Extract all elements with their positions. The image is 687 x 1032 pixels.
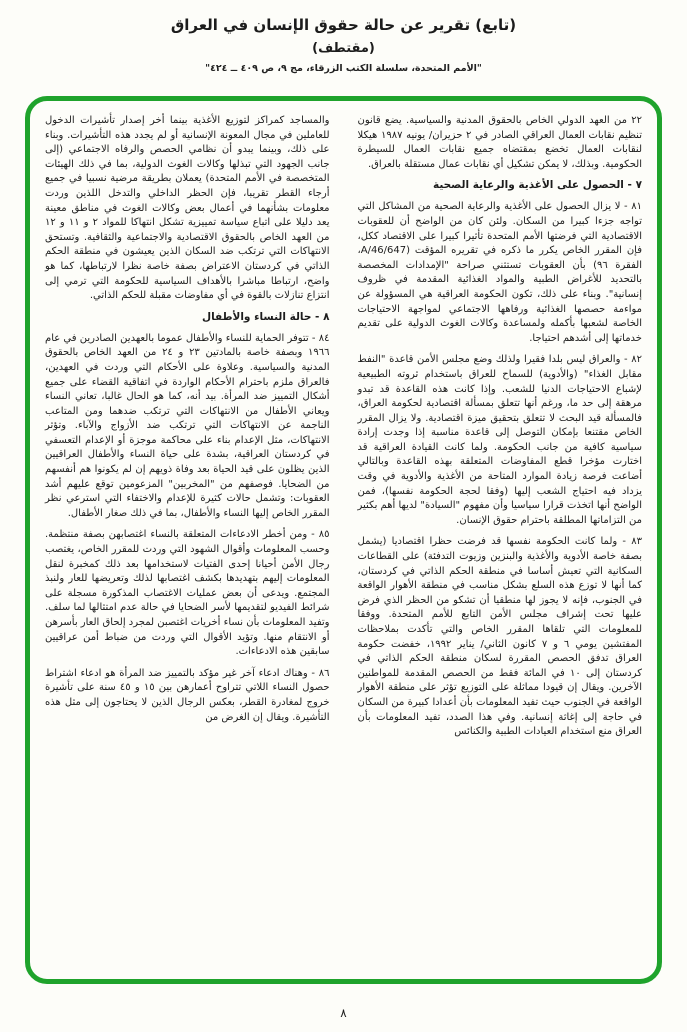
source-citation: "الأمم المتحدة، سلسلة الكتب الزرقاء، مج ٩، ص ٤٠٩ ــ ٤٢٤" <box>205 63 482 74</box>
paragraph-82: ٨٢ - والعراق ليس بلدا فقيرا ولذلك وضع مجلس الأمن قاعدة "النفط مقابل الغذاء" (والأدوية) للسماح للعراق باستخدام ثروته الطبيعية لإشباع الاحتياجات الدنيا للشعب. وإذا كانت هذه القاعدة قد تبدو مرهقة إلى حد ما، ورغم أنها تتعلق بمسألة اقتصادية لحكومة العراق، فالمسألة قيد البحث لا تتعلق بتحقيق ميزة اقتصادية. ولا يزال المقرر الخاص مقتنعا بإمكان التوصل إلى قاعدة مناسبة إذا وجدت إرادة سياسية كافية من جانب الحكومة. ولما كانت القيادة العراقية قد اختارت مؤخرا قطع المفاوضات المتعلقة بهذه القاعدة وبالتالي أضاعت فرصة زيادة الموارد المتاحة من الأغذية والأدوية في وقت يزداد فيه احتياج الشعب إليها (وفقا لحجة الحكومة نفسها)، فمن الواضح أنها اتخذت قرارا سياسيا وأن مفهوم "السيادة" لديها أهم بكثير من التزاماتها المطلقة باحترام حقوق الإنسان. <box>357 354 642 526</box>
paragraph-intro-continuation: ٢٢ من العهد الدولي الخاص بالحقوق المدنية والسياسية. يضع قانون تنظيم نقابات العمال العراقي الصادر في ٢ حزيران/ يونيه ١٩٨٧ هيكلا لنقابات العمال تخضع بمقتضاه جميع نقابات العمال للسيطرة الحكومية. وبذلك، لا يمكن تشكيل أي نقابات عمال مستقلة بالعراق. <box>357 115 642 170</box>
paragraph-84: ٨٤ - تتوفر الحماية للنساء والأطفال عموما بالعهدين الصادرين في عام ١٩٦٦ وبصفة خاصة بالمادتين ٢٣ و ٢٤ من العهد الخاص بالحقوق المدنية والسياسية. وعلاوة على الأحكام التي وردت في العهدين، فالعراق ملزم باحترام الأحكام الواردة في اتفاقية القضاء على جميع أشكال التمييز ضد المرأة. بيد أنه، كما هو الحال غالبا، تعاني النساء ويعاني الأطفال من الانتهاكات التي ترتكب ضدهما ومن المتاعب الناجمة عن الانتهاكات التي ترتكب ضد الأزواج والآباء. وتؤثر الانتهاكات، مثل الإعدام بناء على محاكمة موجزة أو الإعدام التعسفي في كردستان العراقية، بشدة على حياة النساء والأطفال العراقيين الذين يظلون على قيد الحياة بعد وفاة ذويهم إن لم يكونوا هم أنفسهم من الضحايا. فوصفهم من "المخربين" المزعومين توقع عليهم أشد العقوبات: وتشمل حالات كثيرة للإعدام والاختفاء التي استرعي نظر المقرر الخاص إليها النساء والأطفال، بما في ذلك صغار الأطفال. <box>45 332 330 519</box>
green-border-frame <box>25 96 662 984</box>
section-heading-7: ٧ - الحصول على الأغذية والرعاية الصحية <box>432 179 642 192</box>
page-subtitle: (مقتطف) <box>312 41 375 56</box>
paragraph-81: ٨١ - لا يزال الحصول على الأغذية والرعاية الصحية من المشاكل التي تواجه جزءا كبيرا من السكان. ولئن كان من الواضح أن للعقوبات الاقتصادية التي فرضتها الأمم المتحدة تأثيرا كبيرا على الاقتصاد ككل، فإن المقرر الخاص يكرر ما ذكره في تقريره المؤقت (A/46/647، الفقرة ٩٦) بأن العقوبات تستثني صراحة "الإمدادات المخصصة بالتحديد للأغراض الطبية والمواد الغذائية المقدمة في ظروف إنسانية". وبناء على ذلك، تكون الحكومة العراقية هي المسؤولة عن مواءمة حصصها الغذائية ورفاهها الاجتماعي لمواجهة الاحتياجات الخاصة لشعبها بأكمله ولمساعدة وكالات الغوث الدولية على تقديم خدماتها إلى أشدهم احتياجا. <box>357 201 642 344</box>
page-number: ٨ <box>340 1006 347 1020</box>
paragraph-continuation: والمساجد كمراكز لتوزيع الأغذية بينما أخر إصدار تأشيرات الدخول للعاملين في مجال المعونة الإنسانية أو لم يجدد هذه التأشيرات. وبناء على ذلك، وبينما يبدو أن نظامي الحصص والرفاه الاجتماعي (إلى جانب الجهود التي تبذلها وكالات الغوث الدولية، بما في ذلك الهيئات المتخصصة في الأمم المتحدة) يعملان بطريقة مرضية نسبيا في جميع أرجاء القطر تقريبا، فإن الحظر الداخلي والتدخل اللذين وردت معلومات بشأنهما في أعمال بعض وكالات الغوث في مناطق معينة يعد دليلا على اتباع سياسة تمييزية تشكل انتهاكا للمواد ٢ و ١١ و ١٢ من العهد الخاص بالحقوق الاقتصادية والاجتماعية والثقافية. وتستحق الانتهاكات التي ترتكب ضد السكان الذين يعيشون في منطقة الحكم الذاتي في كردستان الاعتراض بصفة خاصة نظرا لارتباطها، كما هو واضح، ارتباطا مباشرا بالأهداف السياسية للحكومة التي ترمي إلى انتزاع تنازلات بالقوة في أي مفاوضات مقبلة للحكم الذاتي. <box>45 115 330 302</box>
paragraph-83: ٨٣ - ولما كانت الحكومة نفسها قد فرضت حظرا اقتصاديا (يشمل بصفة خاصة الأدوية والأغذية والبنزين وزيوت التدفئة) على القطاعات السكانية التي تعيش أساسا في منطقة الحكم الذاتي في كردستان، كما أنها لا توزع هذه السلع بشكل مناسب في منطقة الأهوار الواقعة في الجنوب، فإنه لا يجوز لها منطقيا أن تشكو من الحظر الذي فرض عليها تحت إشراف مجلس الأمن التابع للأمم المتحدة. ووفقا للمعلومات التي تلقاها المقرر الخاص والتي تأكدت بملاحظات المفتشين يومي ٦ و ٧ كانون الثاني/ يناير ١٩٩٢، خفضت حكومة العراق تدفق الحصص المقررة لسكان منطقة الحكم الذاتي في كردستان إلى ١٠ في المائة فقط من الحصص المقدمة للمواطنين الآخرين. ويقال إن قيودا مماثلة على التوزيع تؤثر على منطقة الأهوار الواقعة في الجنوب حيث تفيد المعلومات بأن أعدادا كبيرة من السكان في حاجة إلى إغاثة إنسانية. وفي هذا الصدد، تفيد المعلومات بأن العراق منع استخدام العيادات الطبية والكنائس <box>357 536 643 738</box>
two-column-layout <box>45 114 642 969</box>
document-header <box>0 16 687 74</box>
paragraph-86: ٨٦ - وهناك ادعاء آخر غير مؤكد بالتمييز ضد المرأة هو ادعاء اشتراط حصول النساء اللاتي تتراوح أعمارهن بين ١٥ و ٤٥ سنة على تأشيرة خروج لمغادرة القطر، بعكس الرجال الذين لا يحتاجون إلى مثل هذه التأشيرة. ويقال إن الغرض من <box>45 667 330 723</box>
paragraph-85: ٨٥ - ومن أخطر الادعاءات المتعلقة بالنساء اغتصابهن بصفة منتظمة. وحسب المعلومات وأقوال الشهود التي وردت للمقرر الخاص، يغتصب رجال الأمن أحيانا إحدى الفتيات لاستخدامها بعد ذلك كمخبرة لنقل المعلومات إليهم بتهديدها بكشف اغتصابها لذلك وتعريضها للعار ولنبذ المجتمع. ويدعى أن بعض عمليات الاغتصاب المذكورة مسجلة على شرائط الفيديو لتقديمها لأسر الضحايا في حالة عدم امتثالها لما سلف. وتفيد المعلومات بأن نساء أخريات اغتصبن لمجرد إلحاق العار بأسرهن أو الانتقام منها. وتؤيد الأقوال التي وردت من ضباط أمن عراقيين سابقين هذه الادعاءات. <box>45 529 330 658</box>
page-title: (تابع) تقرير عن حالة حقوق الإنسان في العراق <box>170 16 517 34</box>
column-left <box>45 114 330 969</box>
column-right <box>358 114 643 969</box>
section-heading-8: ٨ - حالة النساء والأطفال <box>202 310 330 323</box>
